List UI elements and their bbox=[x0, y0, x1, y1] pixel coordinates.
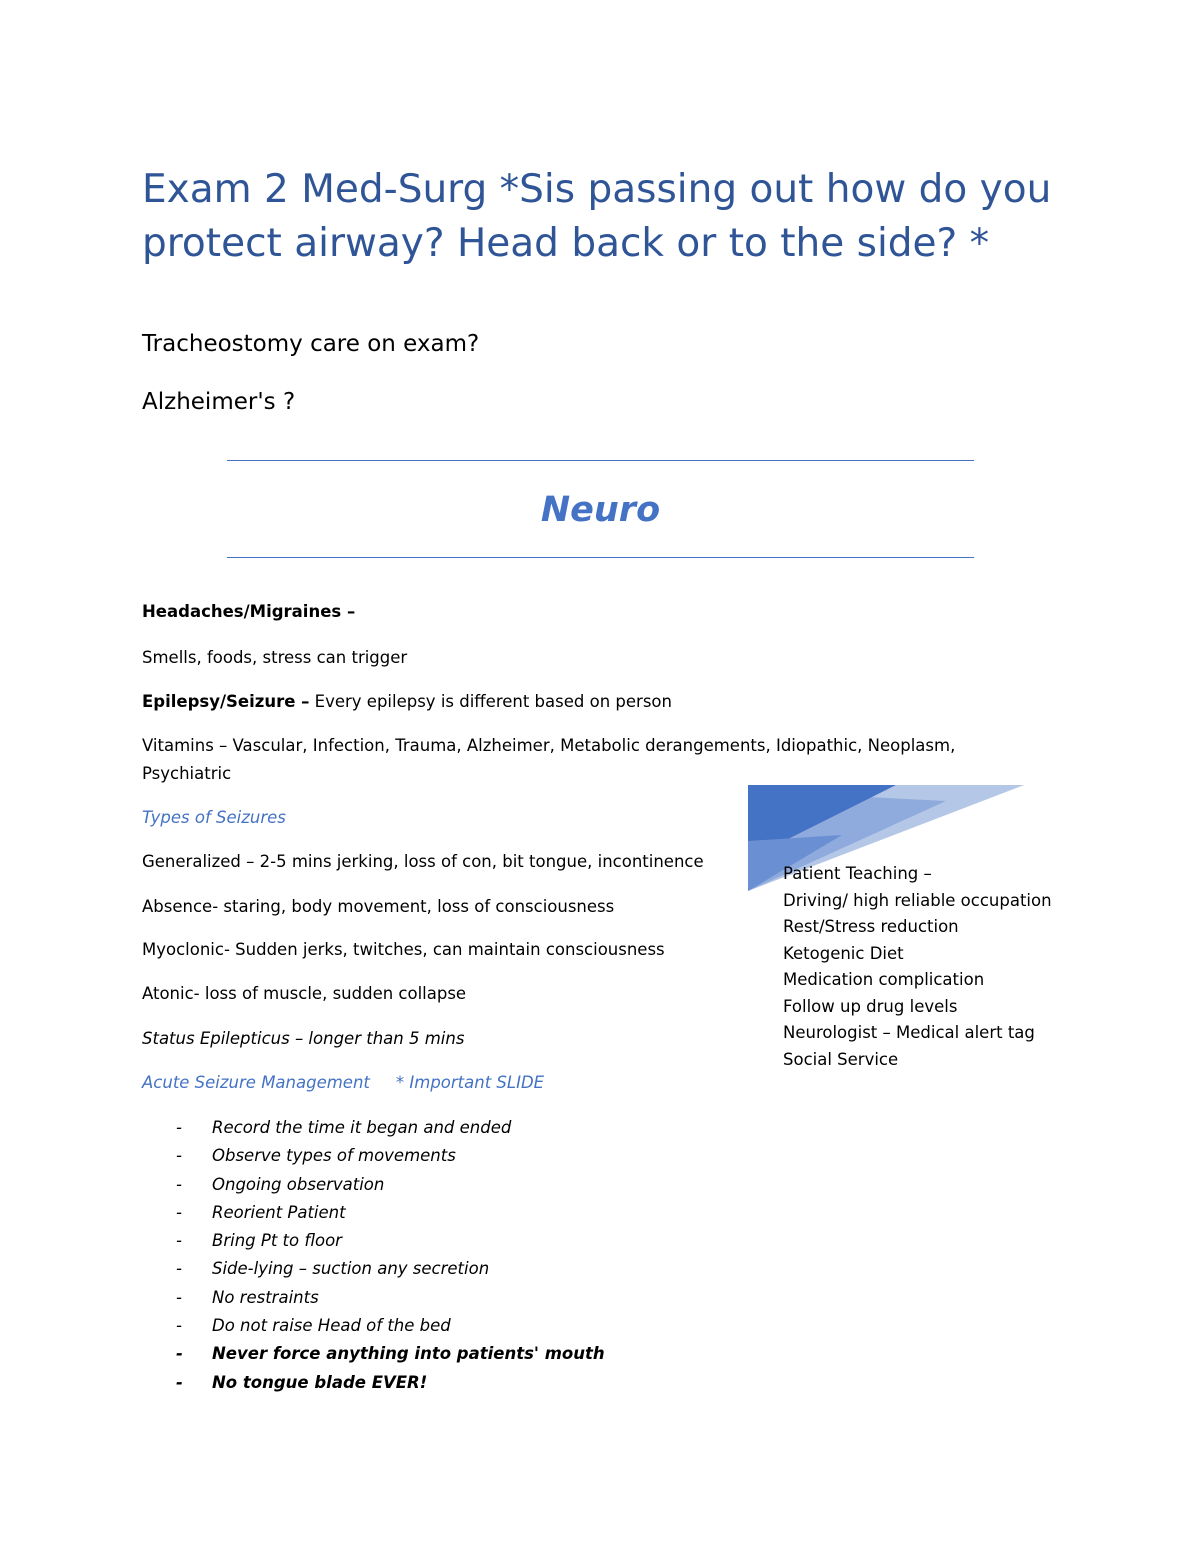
seizure-generalized: Generalized – 2-5 mins jerking, loss of con, bit tongue, incontinence bbox=[142, 852, 704, 871]
types-of-seizures-heading: Types of Seizures bbox=[142, 808, 286, 827]
list-item: - Ongoing observation bbox=[176, 1174, 385, 1194]
list-item: - Side-lying – suction any secretion bbox=[176, 1259, 490, 1279]
acute-management-list bbox=[176, 1114, 605, 1397]
list-item: - No restraints bbox=[176, 1287, 319, 1307]
seizure-myoclonic: Myoclonic- Sudden jerks, twitches, can maintain consciousness bbox=[142, 940, 665, 959]
question-alzheimers: Alzheimer's ? bbox=[142, 389, 296, 415]
patient-teaching-sidebar bbox=[783, 861, 1052, 1073]
section-rule-top bbox=[227, 460, 974, 461]
epilepsy-heading: Epilepsy/Seizure – bbox=[142, 692, 310, 711]
seizure-status-epilepticus: Status Epilepticus – longer than 5 mins bbox=[142, 1029, 465, 1048]
epilepsy-line bbox=[142, 688, 672, 716]
sidebar-item: Neurologist – Medical alert tag bbox=[783, 1023, 1035, 1042]
list-item: - Bring Pt to floor bbox=[176, 1231, 342, 1251]
sidebar-item: Driving/ high reliable occupation bbox=[783, 890, 1052, 910]
acute-management-title: Acute Seizure Management bbox=[142, 1073, 370, 1092]
list-item: - No tongue blade EVER! bbox=[176, 1372, 428, 1392]
sidebar-item: Rest/Stress reduction bbox=[783, 917, 959, 936]
sidebar-item: Medication complication bbox=[783, 970, 985, 989]
list-item: - Record the time it began and ended bbox=[176, 1118, 512, 1137]
list-item: - Reorient Patient bbox=[176, 1202, 346, 1222]
seizure-absence: Absence- staring, body movement, loss of consciousness bbox=[142, 897, 615, 916]
list-item: - Never force anything into patients' mouth bbox=[176, 1344, 605, 1364]
vitamins-line-1: Vitamins – Vascular, Infection, Trauma, Alzheimer, Metabolic derangements, Idiopathic, Neoplasm, bbox=[142, 736, 956, 755]
sidebar-item: Follow up drug levels bbox=[783, 996, 958, 1016]
epilepsy-text: Every epilepsy is different based on person bbox=[314, 692, 672, 711]
acute-management-note: * Important SLIDE bbox=[395, 1073, 545, 1092]
acute-management-heading bbox=[142, 1069, 544, 1097]
sidebar-item: Social Service bbox=[783, 1049, 899, 1069]
question-tracheostomy: Tracheostomy care on exam? bbox=[142, 331, 480, 357]
sidebar-heading: Patient Teaching – bbox=[783, 864, 932, 883]
list-item: - Observe types of movements bbox=[176, 1146, 456, 1166]
headaches-heading: Headaches/Migraines – bbox=[142, 602, 356, 621]
document-title: Exam 2 Med-Surg *Sis passing out how do you protect airway? Head back or to the side? * bbox=[142, 167, 1052, 266]
seizure-atonic: Atonic- loss of muscle, sudden collapse bbox=[142, 984, 467, 1003]
sidebar-item: Ketogenic Diet bbox=[783, 943, 904, 963]
section-title: Neuro bbox=[540, 490, 661, 530]
list-item: - Do not raise Head of the bed bbox=[176, 1316, 451, 1336]
section-rule-bottom bbox=[227, 557, 974, 558]
headaches-text: Smells, foods, stress can trigger bbox=[142, 648, 408, 667]
vitamins-line-2: Psychiatric bbox=[142, 764, 232, 783]
